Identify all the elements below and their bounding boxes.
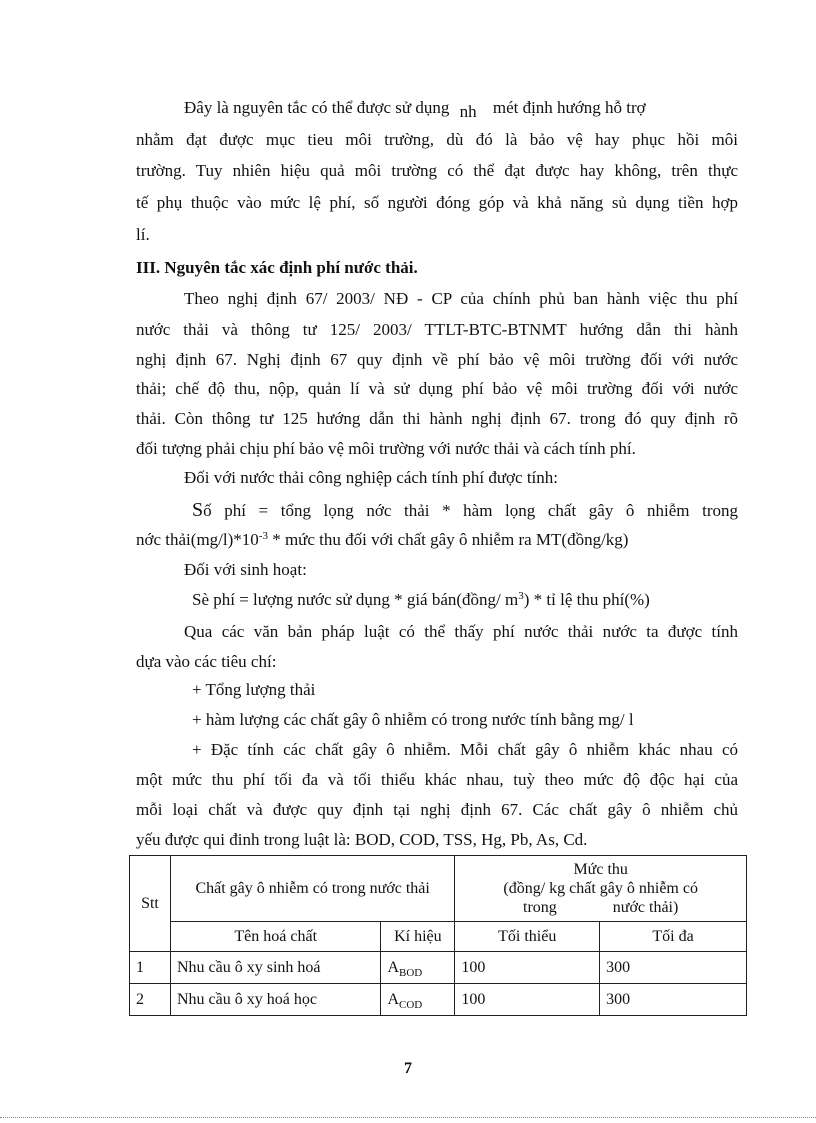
paragraph1-line4: tế phụ thuộc vào mức lệ phí, số người đóng góp và khả năng sủ dụng tiền hợp [136, 193, 738, 212]
subheader-name: Tên hoá chất [170, 922, 380, 952]
row-stt: 1 [130, 952, 171, 984]
paragraph4-line2: một mức thu phí tối đa và tối thiểu khác nhau, tuỳ theo mức độ độc hại của [136, 770, 738, 789]
paragraph3-line2: dựa vào các tiêu chí: [136, 652, 277, 671]
paragraph1-line1: Đây là nguyên tắc có thể được sử dụng nh mét định hướng hỗ trợ [184, 98, 646, 121]
paragraph2-line2: nước thải và thông tư 125/ 2003/ TTLT-BTC-BTNMT hướng dẫn thi hành [136, 320, 738, 339]
fee-table [129, 855, 747, 1016]
row-max: 300 [600, 952, 747, 984]
header-pollutant: Chất gây ô nhiễm có trong nước thải [170, 856, 454, 922]
paragraph1-line3: trường. Tuy nhiên hiệu quả môi trường có thể đạt được hay không, trên thực [136, 161, 738, 180]
subheader-max: Tối đa [600, 922, 747, 952]
header-rate: Mức thu (đồng/ kg chất gây ô nhiễm có trong nước thải) [455, 856, 747, 922]
row-name: Nhu cầu ô xy hoá học [170, 984, 380, 1016]
subheader-symbol: Kí hiệu [381, 922, 455, 952]
table-row [130, 952, 747, 984]
paragraph2-line3: nghị định 67. Nghị định 67 quy định về phí bảo vệ môi trường đối với nước [136, 350, 738, 369]
paragraph3-line1: Qua các văn bản pháp luật có thể thấy phí nước thải nước ta được tính [184, 622, 738, 641]
paragraph4-line1: + Đặc tính các chất gây ô nhiễm. Mỗi chất gây ô nhiễm khác nhau có [192, 740, 738, 759]
industrial-intro: Đối với nước thải công nghiệp cách tính phí được tính: [184, 468, 558, 487]
row-symbol: $A_{BOD}$ [381, 952, 455, 984]
row-stt: 2 [130, 984, 171, 1016]
row-min: 100 [455, 952, 600, 984]
header-stt: Stt [130, 856, 171, 952]
formula1-line1: Số phí = tổng lọng nớc thải * hàm lọng chất gây ô nhiễm trong [192, 499, 738, 521]
paragraph4-line3: mỗi loại chất và được quy định tại nghị định 67. Các chất gây ô nhiễm chủ [136, 800, 738, 819]
row-min: 100 [455, 984, 600, 1016]
paragraph4-line4: yếu được qui đinh trong luật là: BOD, COD, TSS, Hg, Pb, As, Cd. [136, 830, 588, 849]
paragraph1-fragment: nh [459, 102, 477, 121]
page-number: 7 [404, 1060, 412, 1077]
criteria-item: + Tổng lượng thải [192, 680, 316, 699]
table-row [130, 984, 747, 1016]
section-heading: III. Nguyên tắc xác định phí nước thải. [136, 258, 418, 277]
formula2: Sè phí = lượng nước sử dụng * giá bán(đồng/ $m^3$) * tỉ lệ thu phí(%) [192, 590, 650, 609]
paragraph2-line1: Theo nghị định 67/ 2003/ NĐ - CP của chính phủ ban hành việc thu phí [184, 289, 738, 308]
paragraph1-line5: lí. [136, 225, 150, 244]
criteria-item: + hàm lượng các chất gây ô nhiễm có trong nước tính bằng mg/ l [192, 710, 634, 729]
paragraph2-line6: đối tượng phải chịu phí bảo vệ môi trường với nước thải và cách tính phí. [136, 439, 636, 458]
row-symbol: $A_{COD}$ [381, 984, 455, 1016]
formula1-line2: nớc $thải(mg/l)*10^{-3}$ * mức thu đối với chất gây ô nhiễm ra MT(đồng/kg) [136, 530, 629, 549]
paragraph1-line2: nhằm đạt được mục tieu môi trường, dù đó là bảo vệ hay phục hồi môi [136, 130, 738, 149]
row-name: Nhu cầu ô xy sinh hoá [170, 952, 380, 984]
row-max: 300 [600, 984, 747, 1016]
paragraph2-line5: thải. Còn thông tư 125 hướng dẫn thi hành nghị định 67. trong đó quy định rõ [136, 409, 738, 428]
bottom-divider [0, 1117, 816, 1118]
paragraph2-line4: thải; chế độ thu, nộp, quản lí và sử dụng phí bảo vệ môi trường đối với nước [136, 379, 738, 398]
subheader-min: Tối thiểu [455, 922, 600, 952]
domestic-intro: Đối với sinh hoạt: [184, 560, 307, 579]
